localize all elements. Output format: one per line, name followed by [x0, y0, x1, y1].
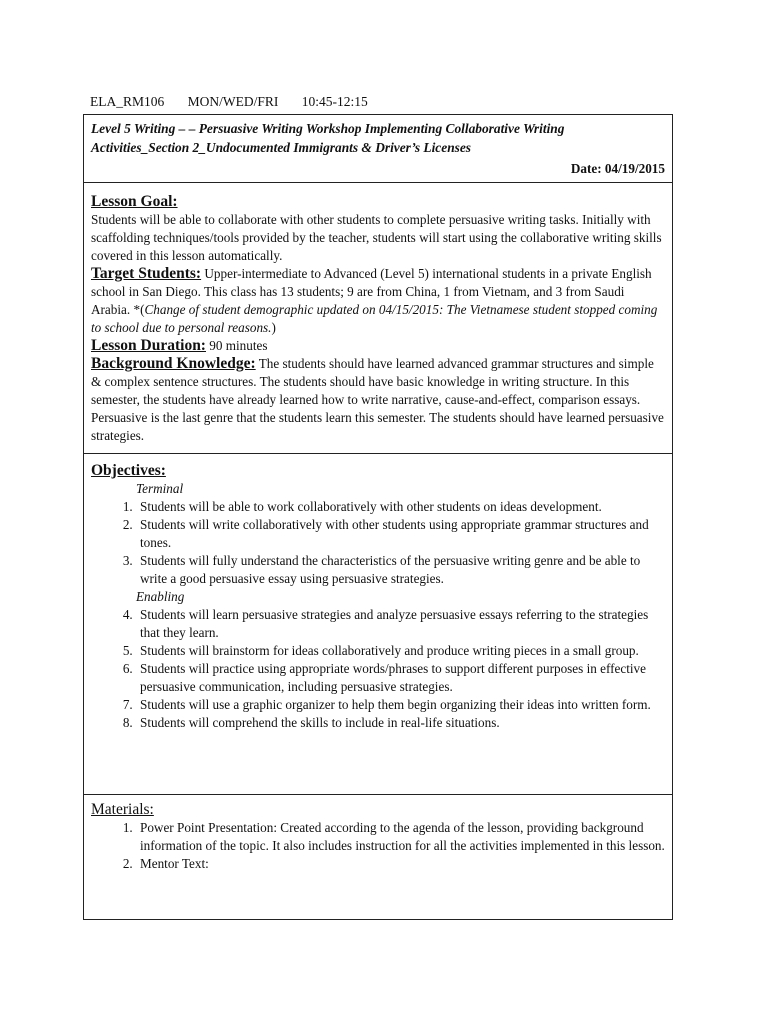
target-students-text: Upper-intermediate to Advanced (Level 5) international students in a private English school in San Diego. This class has 13 students; 9 are from China, 1 from Vietnam, and 3 from Saudi Arabia. *( [91, 266, 652, 317]
list-item: 2. Mentor Text: [136, 855, 665, 873]
terminal-objectives-list [91, 498, 665, 588]
list-item: 2. Students will write collaboratively with other students using appropriate grammar structures and tones. [136, 516, 665, 552]
objectives-row [84, 454, 673, 795]
materials-row [84, 795, 673, 920]
materials-heading: Materials: [91, 801, 154, 818]
materials-cell [84, 795, 673, 920]
target-students-section [91, 265, 665, 337]
background-knowledge-heading: Background Knowledge: [91, 355, 256, 372]
list-item: 1. Power Point Presentation: Created according to the agenda of the lesson, providing background information of the topic. It also includes instruction for all the activities implemented in this lesson. [136, 819, 665, 855]
objectives-heading: Objectives: [91, 462, 166, 479]
page-header [90, 94, 386, 110]
lesson-title-line1: Level 5 Writing – – Persuasive Writing Workshop Implementing Collaborative Writing [91, 121, 565, 136]
enabling-label: Enabling [136, 589, 185, 604]
class-days: MON/WED/FRI [187, 94, 279, 109]
class-time: 10:45-12:15 [301, 94, 368, 109]
lesson-duration-heading: Lesson Duration: [91, 337, 206, 354]
terminal-label: Terminal [136, 481, 184, 496]
lesson-title [91, 119, 665, 157]
enabling-objectives-list [91, 606, 665, 732]
list-item: 6. Students will practice using appropriate words/phrases to support different purposes in effective persuasive communication, including persuasive strategies. [136, 660, 665, 696]
lesson-title-line2: Activities_Section 2_Undocumented Immigrants & Driver’s Licenses [91, 140, 472, 155]
overview-cell [84, 183, 673, 454]
lesson-date: Date: 04/19/2015 [570, 161, 665, 176]
lesson-duration-section [91, 337, 665, 355]
materials-list [91, 819, 665, 873]
list-item: 1. Students will be able to work collaboratively with other students on ideas development. [136, 498, 665, 516]
list-item: 7. Students will use a graphic organizer to help them begin organizing their ideas into written form. [136, 696, 665, 714]
list-item: 3. Students will fully understand the characteristics of the persuasive writing genre and be able to write a good persuasive essay using persuasive strategies. [136, 552, 665, 588]
lesson-duration-text: 90 minutes [205, 338, 268, 353]
lesson-plan-table [83, 114, 673, 920]
room-code: ELA_RM106 [90, 94, 165, 109]
lesson-goal-text: Students will be able to collaborate with other students to complete persuasive writing tasks. Initially with scaffolding techniques/tools provided by the teacher, students will start using the collaborative writing skills covered in this lesson automatically. [91, 212, 662, 263]
target-students-note: Change of student demographic updated on 04/15/2015: The Vietnamese student stopped coming to school due to personal reasons. [91, 302, 658, 335]
objectives-cell [84, 454, 673, 795]
overview-row [84, 183, 673, 454]
list-item: 8. Students will comprehend the skills to include in real-life situations. [136, 714, 665, 732]
background-knowledge-section [91, 355, 665, 445]
target-students-close: ) [271, 320, 276, 335]
title-cell [84, 115, 673, 183]
lesson-goal-heading: Lesson Goal: [91, 193, 178, 210]
background-knowledge-text: The students should have learned advanced grammar structures and simple & complex sentence structures. The students should have basic knowledge in writing structure. In this semester, the students have already learned how to write narrative, cause-and-effect, comparison essays. Persuasive is the last genre that the students learn this semester. The students should have learned persuasive strategies. [91, 356, 664, 443]
title-row [84, 115, 673, 183]
list-item: 5. Students will brainstorm for ideas collaboratively and produce writing pieces in a small group. [136, 642, 665, 660]
target-students-heading: Target Students: [91, 265, 202, 282]
list-item: 4. Students will learn persuasive strategies and analyze persuasive essays referring to the strategies that they learn. [136, 606, 665, 642]
